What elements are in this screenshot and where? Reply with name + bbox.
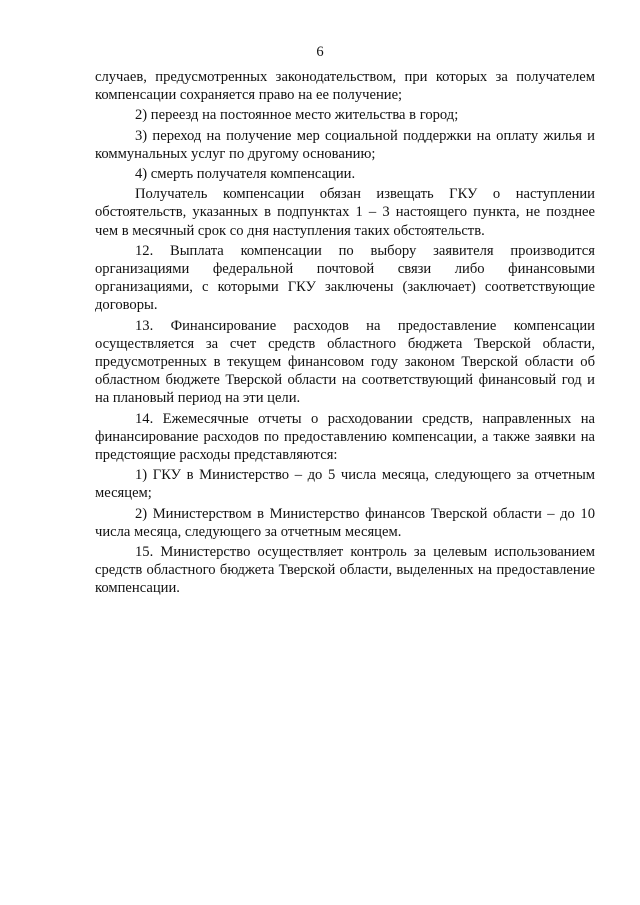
paragraph-14: 14. Ежемесячные отчеты о расходовании средств, направленных на финансирование расходов по предоставлению компенсации, а также заявки на предстоящие расходы представляются: [95, 410, 595, 464]
paragraph-13: 13. Финансирование расходов на предоставление компенсации осуществляется за счет средств областного бюджета Тверской области, предусмотренных в текущем финансовом году законом Тверской области об областном бюджете Тверской области на соответствующий финансовый год и на плановый период на эти цели. [95, 317, 595, 407]
list-item-4: 4) смерть получателя компенсации. [135, 166, 356, 183]
paragraph-14-item-2: 2) Министерством в Министерство финансов Тверской области – до 10 числа месяца, следующего за отчетным месяцем. [95, 505, 595, 540]
paragraph-14-item-1: 1) ГКУ в Министерство – до 5 числа месяца, следующего за отчетным месяцем; [95, 467, 595, 502]
paragraph-continuation: случаев, предусмотренных законодательством, при которых за получателем компенсации сохраняется право на ее получение; [95, 69, 595, 104]
document-body [95, 68, 595, 600]
page-number: 6 [316, 44, 324, 60]
paragraph-12: 12. Выплата компенсации по выбору заявителя производится организациями федеральной почтовой связи либо финансовыми организациями, с которыми ГКУ заключены (заключает) соответствующие договоры. [95, 242, 595, 314]
list-item-2: 2) переезд на постоянное место жительства в город; [135, 107, 459, 124]
paragraph-notification: Получатель компенсации обязан извещать ГКУ о наступлении обстоятельств, указанных в подпунктах 1 – 3 настоящего пункта, не позднее чем в месячный срок со дня наступления таких обстоятельств. [95, 186, 595, 239]
list-item-3: 3) переход на получение мер социальной поддержки на оплату жилья и коммунальных услуг по другому основанию; [95, 127, 595, 162]
paragraph-15: 15. Министерство осуществляет контроль за целевым использованием средств областного бюджета Тверской области, выделенных на предоставление компенсации. [95, 544, 595, 597]
